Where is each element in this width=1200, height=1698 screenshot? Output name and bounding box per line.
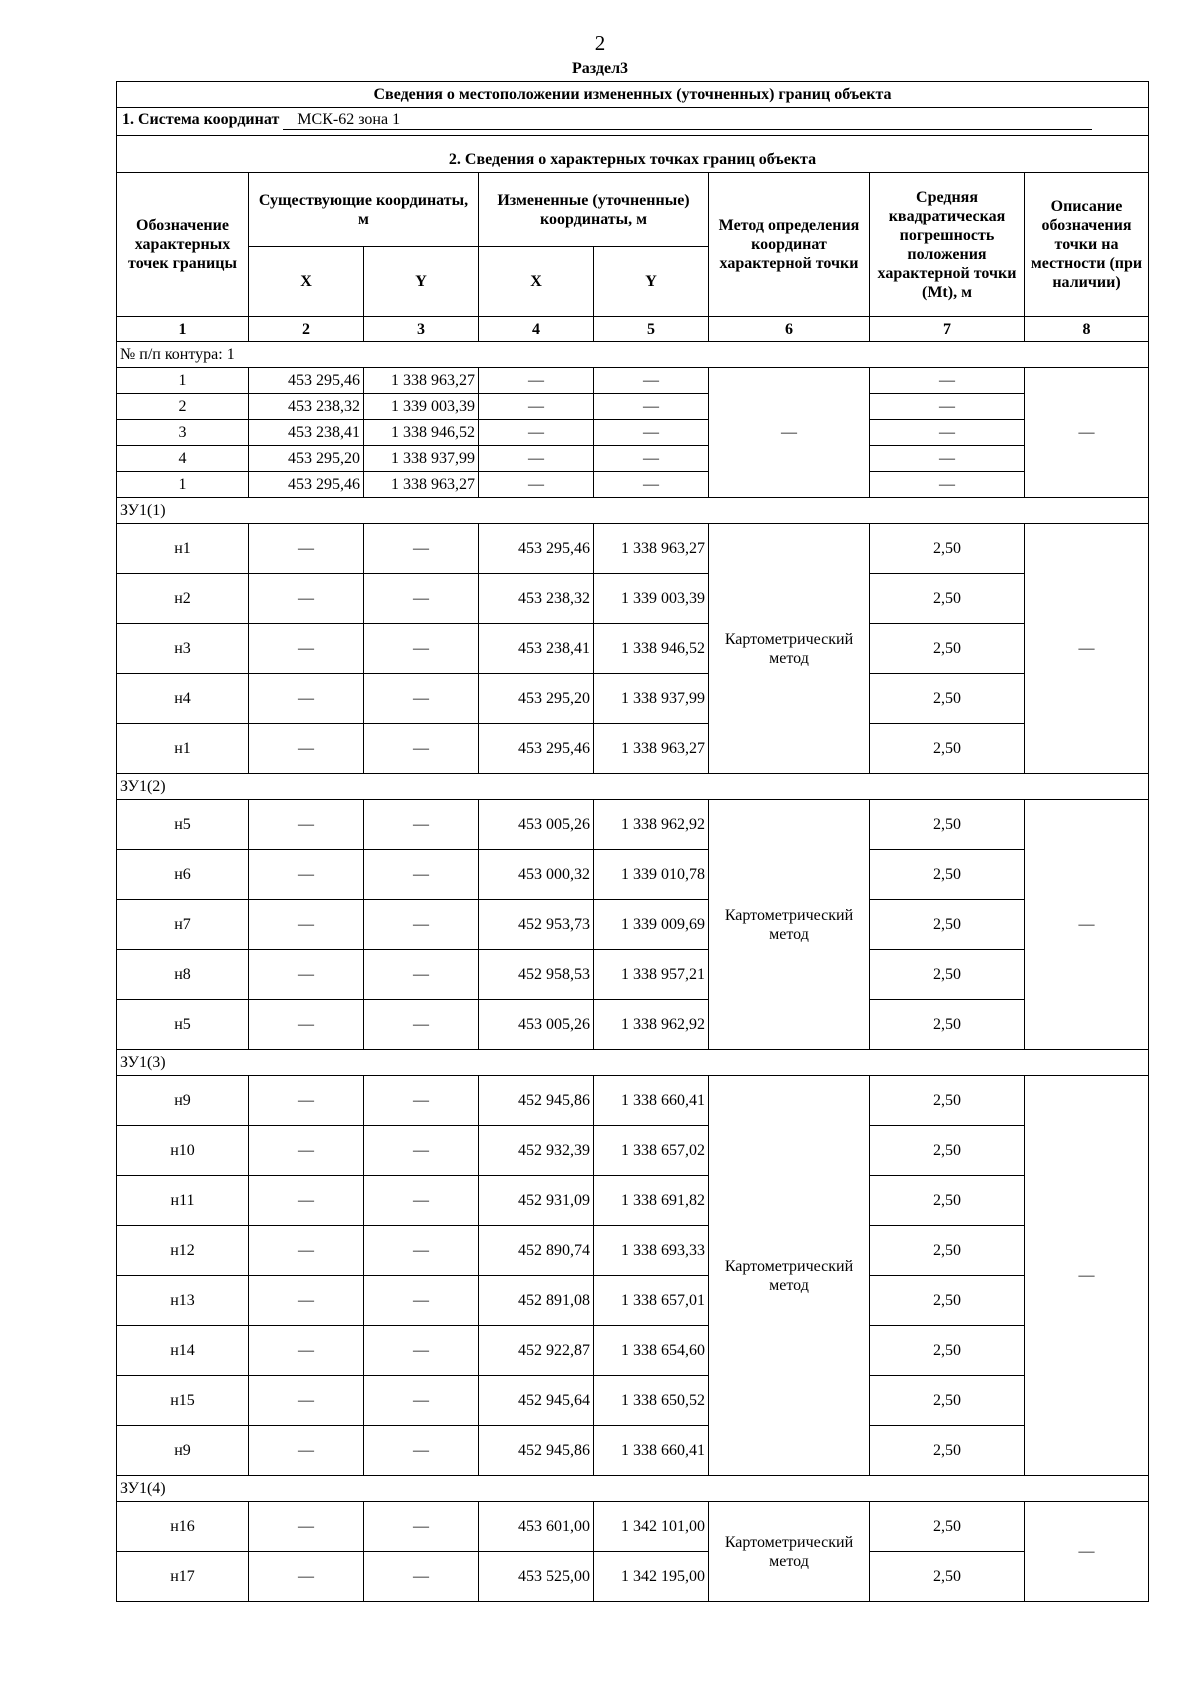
changed-y: — bbox=[594, 368, 709, 394]
existing-x: — bbox=[249, 674, 364, 724]
point-id: н5 bbox=[117, 800, 249, 850]
points-title: 2. Сведения о характерных точках границ объекта bbox=[117, 147, 1149, 173]
point-id: н2 bbox=[117, 574, 249, 624]
table-row bbox=[117, 624, 1149, 674]
table-row bbox=[117, 1076, 1149, 1126]
table-row bbox=[117, 420, 1149, 446]
method-cell: Картометрический метод bbox=[709, 1076, 870, 1476]
table-row bbox=[117, 950, 1149, 1000]
existing-x: — bbox=[249, 1502, 364, 1552]
point-id: н11 bbox=[117, 1176, 249, 1226]
existing-y: — bbox=[364, 1426, 479, 1476]
existing-y: — bbox=[364, 1552, 479, 1602]
error-cell: — bbox=[870, 394, 1025, 420]
existing-y: — bbox=[364, 624, 479, 674]
changed-x: 453 238,41 bbox=[479, 624, 594, 674]
table-row bbox=[117, 446, 1149, 472]
error-cell: 2,50 bbox=[870, 524, 1025, 574]
existing-x: 453 295,46 bbox=[249, 472, 364, 498]
group-label: ЗУ1(2) bbox=[117, 774, 1149, 800]
group-label-row bbox=[117, 774, 1149, 800]
changed-x: 452 932,39 bbox=[479, 1126, 594, 1176]
error-cell: 2,50 bbox=[870, 1126, 1025, 1176]
existing-y: — bbox=[364, 1376, 479, 1426]
changed-y: 1 338 657,02 bbox=[594, 1126, 709, 1176]
existing-x: — bbox=[249, 574, 364, 624]
error-cell: 2,50 bbox=[870, 800, 1025, 850]
changed-y: 1 338 660,41 bbox=[594, 1076, 709, 1126]
changed-y: 1 338 691,82 bbox=[594, 1176, 709, 1226]
table-row bbox=[117, 724, 1149, 774]
existing-y: 1 338 963,27 bbox=[364, 368, 479, 394]
existing-x: 453 295,20 bbox=[249, 446, 364, 472]
method-cell: Картометрический метод bbox=[709, 1502, 870, 1602]
error-cell: 2,50 bbox=[870, 574, 1025, 624]
error-cell: 2,50 bbox=[870, 850, 1025, 900]
spacer-row bbox=[117, 136, 1149, 148]
column-number: 2 bbox=[249, 317, 364, 342]
changed-x: 453 005,26 bbox=[479, 1000, 594, 1050]
existing-y: — bbox=[364, 1226, 479, 1276]
table-row bbox=[117, 368, 1149, 394]
changed-y: 1 338 650,52 bbox=[594, 1376, 709, 1426]
header-description: Описание обозначения точки на местности (при наличии) bbox=[1025, 173, 1149, 317]
existing-y: 1 338 937,99 bbox=[364, 446, 479, 472]
contour-label: № п/п контура: 1 bbox=[117, 342, 1149, 368]
table-row bbox=[117, 574, 1149, 624]
table-row bbox=[117, 1000, 1149, 1050]
table-row bbox=[117, 1376, 1149, 1426]
existing-x: — bbox=[249, 1426, 364, 1476]
point-id: н4 bbox=[117, 674, 249, 724]
boundary-points-table bbox=[116, 81, 1149, 1602]
existing-y: — bbox=[364, 1000, 479, 1050]
page-number: 2 bbox=[594, 31, 606, 55]
error-cell: — bbox=[870, 368, 1025, 394]
changed-y: 1 342 195,00 bbox=[594, 1552, 709, 1602]
error-cell: 2,50 bbox=[870, 1326, 1025, 1376]
existing-y: — bbox=[364, 524, 479, 574]
changed-x: 453 525,00 bbox=[479, 1552, 594, 1602]
changed-x: 452 891,08 bbox=[479, 1276, 594, 1326]
method-cell: Картометрический метод bbox=[709, 800, 870, 1050]
changed-x: 453 000,32 bbox=[479, 850, 594, 900]
changed-x: 452 953,73 bbox=[479, 900, 594, 950]
changed-x: — bbox=[479, 394, 594, 420]
error-cell: 2,50 bbox=[870, 1426, 1025, 1476]
error-cell: 2,50 bbox=[870, 1376, 1025, 1426]
changed-y: 1 338 963,27 bbox=[594, 724, 709, 774]
description-cell: — bbox=[1025, 1502, 1149, 1602]
changed-y: 1 338 660,41 bbox=[594, 1426, 709, 1476]
existing-y: — bbox=[364, 1126, 479, 1176]
existing-y: — bbox=[364, 1076, 479, 1126]
method-cell: — bbox=[709, 368, 870, 498]
existing-y: — bbox=[364, 950, 479, 1000]
existing-y: — bbox=[364, 674, 479, 724]
table-row bbox=[117, 1176, 1149, 1226]
existing-x: 453 238,41 bbox=[249, 420, 364, 446]
existing-x: — bbox=[249, 1552, 364, 1602]
changed-x: 452 945,86 bbox=[479, 1426, 594, 1476]
existing-x: — bbox=[249, 624, 364, 674]
existing-x: — bbox=[249, 1226, 364, 1276]
existing-x: — bbox=[249, 1276, 364, 1326]
existing-x: 453 295,46 bbox=[249, 368, 364, 394]
existing-x: 453 238,32 bbox=[249, 394, 364, 420]
existing-y: — bbox=[364, 1176, 479, 1226]
error-cell: 2,50 bbox=[870, 624, 1025, 674]
changed-x: 453 238,32 bbox=[479, 574, 594, 624]
error-cell: 2,50 bbox=[870, 1552, 1025, 1602]
existing-x: — bbox=[249, 1076, 364, 1126]
existing-y: — bbox=[364, 850, 479, 900]
existing-y: — bbox=[364, 724, 479, 774]
changed-y: 1 339 003,39 bbox=[594, 574, 709, 624]
changed-y: 1 338 963,27 bbox=[594, 524, 709, 574]
point-id: н16 bbox=[117, 1502, 249, 1552]
changed-x: 453 601,00 bbox=[479, 1502, 594, 1552]
coord-system-row bbox=[117, 108, 1149, 136]
table-row bbox=[117, 472, 1149, 498]
header-designation: Обозначение характерных точек границы bbox=[117, 173, 249, 317]
point-id: н14 bbox=[117, 1326, 249, 1376]
coord-system-label: 1. Система координат bbox=[122, 111, 280, 128]
changed-x: 453 295,46 bbox=[479, 724, 594, 774]
changed-x: 452 945,86 bbox=[479, 1076, 594, 1126]
changed-x: 453 295,20 bbox=[479, 674, 594, 724]
group-label: ЗУ1(1) bbox=[117, 498, 1149, 524]
error-cell: — bbox=[870, 472, 1025, 498]
existing-y: — bbox=[364, 1276, 479, 1326]
changed-y: 1 338 962,92 bbox=[594, 800, 709, 850]
error-cell: 2,50 bbox=[870, 674, 1025, 724]
point-id: 2 bbox=[117, 394, 249, 420]
existing-x: — bbox=[249, 900, 364, 950]
changed-x: 452 945,64 bbox=[479, 1376, 594, 1426]
point-id: н17 bbox=[117, 1552, 249, 1602]
point-id: н1 bbox=[117, 524, 249, 574]
column-number: 4 bbox=[479, 317, 594, 342]
point-id: 3 bbox=[117, 420, 249, 446]
point-id: н9 bbox=[117, 1076, 249, 1126]
existing-x: — bbox=[249, 1126, 364, 1176]
existing-x: — bbox=[249, 950, 364, 1000]
header-changed-y: Y bbox=[594, 247, 709, 317]
description-cell: — bbox=[1025, 800, 1149, 1050]
changed-y: 1 338 654,60 bbox=[594, 1326, 709, 1376]
header-existing: Существующие координаты, м bbox=[249, 173, 479, 247]
header-error: Средняя квадратическая погрешность положения характерной точки (Mt), м bbox=[870, 173, 1025, 317]
point-id: н7 bbox=[117, 900, 249, 950]
error-cell: 2,50 bbox=[870, 724, 1025, 774]
table-row bbox=[117, 800, 1149, 850]
error-cell: 2,50 bbox=[870, 1502, 1025, 1552]
table-row bbox=[117, 394, 1149, 420]
point-id: н13 bbox=[117, 1276, 249, 1326]
existing-x: — bbox=[249, 724, 364, 774]
existing-x: — bbox=[249, 850, 364, 900]
coord-system-value: МСК-62 зона 1 bbox=[283, 111, 1092, 130]
point-id: н9 bbox=[117, 1426, 249, 1476]
header-changed: Измененные (уточненные) координаты, м bbox=[479, 173, 709, 247]
header-existing-y: Y bbox=[364, 247, 479, 317]
changed-y: — bbox=[594, 420, 709, 446]
table-row bbox=[117, 900, 1149, 950]
table-row bbox=[117, 524, 1149, 574]
group-label-row bbox=[117, 1050, 1149, 1076]
point-id: н12 bbox=[117, 1226, 249, 1276]
table-row bbox=[117, 1276, 1149, 1326]
existing-y: — bbox=[364, 1502, 479, 1552]
point-id: н8 bbox=[117, 950, 249, 1000]
point-id: н3 bbox=[117, 624, 249, 674]
point-id: 1 bbox=[117, 472, 249, 498]
table-row bbox=[117, 1126, 1149, 1176]
header-method: Метод определения координат характерной точки bbox=[709, 173, 870, 317]
existing-x: — bbox=[249, 1176, 364, 1226]
table-row bbox=[117, 674, 1149, 724]
point-id: 1 bbox=[117, 368, 249, 394]
column-numbers-row bbox=[117, 317, 1149, 342]
table-row bbox=[117, 1426, 1149, 1476]
point-id: н5 bbox=[117, 1000, 249, 1050]
changed-x: 452 958,53 bbox=[479, 950, 594, 1000]
changed-y: 1 338 957,21 bbox=[594, 950, 709, 1000]
point-id: н15 bbox=[117, 1376, 249, 1426]
changed-x: — bbox=[479, 368, 594, 394]
existing-y: 1 339 003,39 bbox=[364, 394, 479, 420]
description-cell: — bbox=[1025, 524, 1149, 774]
description-cell: — bbox=[1025, 368, 1149, 498]
changed-y: — bbox=[594, 446, 709, 472]
changed-y: 1 338 962,92 bbox=[594, 1000, 709, 1050]
table-row bbox=[117, 1326, 1149, 1376]
changed-x: — bbox=[479, 472, 594, 498]
existing-x: — bbox=[249, 524, 364, 574]
changed-y: 1 338 946,52 bbox=[594, 624, 709, 674]
error-cell: 2,50 bbox=[870, 1076, 1025, 1126]
error-cell: — bbox=[870, 420, 1025, 446]
changed-x: — bbox=[479, 420, 594, 446]
error-cell: 2,50 bbox=[870, 1226, 1025, 1276]
table-title: Сведения о местоположении измененных (уточненных) границ объекта bbox=[117, 82, 1149, 108]
column-number: 1 bbox=[117, 317, 249, 342]
table-row bbox=[117, 1226, 1149, 1276]
section-title: Раздел3 bbox=[571, 60, 629, 77]
error-cell: 2,50 bbox=[870, 950, 1025, 1000]
group-label-row bbox=[117, 1476, 1149, 1502]
existing-y: — bbox=[364, 1326, 479, 1376]
changed-y: — bbox=[594, 394, 709, 420]
column-number: 7 bbox=[870, 317, 1025, 342]
column-number: 8 bbox=[1025, 317, 1149, 342]
table-row bbox=[117, 1552, 1149, 1602]
point-id: н6 bbox=[117, 850, 249, 900]
existing-y: 1 338 963,27 bbox=[364, 472, 479, 498]
changed-y: — bbox=[594, 472, 709, 498]
group-label: ЗУ1(4) bbox=[117, 1476, 1149, 1502]
existing-y: — bbox=[364, 800, 479, 850]
existing-x: — bbox=[249, 1326, 364, 1376]
existing-y: — bbox=[364, 574, 479, 624]
existing-y: — bbox=[364, 900, 479, 950]
changed-x: — bbox=[479, 446, 594, 472]
error-cell: 2,50 bbox=[870, 1176, 1025, 1226]
changed-x: 452 890,74 bbox=[479, 1226, 594, 1276]
table-row bbox=[117, 850, 1149, 900]
existing-x: — bbox=[249, 1376, 364, 1426]
changed-x: 452 931,09 bbox=[479, 1176, 594, 1226]
method-cell: Картометрический метод bbox=[709, 524, 870, 774]
existing-x: — bbox=[249, 1000, 364, 1050]
contour-label-row bbox=[117, 342, 1149, 368]
existing-x: — bbox=[249, 800, 364, 850]
changed-y: 1 339 009,69 bbox=[594, 900, 709, 950]
changed-x: 453 005,26 bbox=[479, 800, 594, 850]
changed-x: 453 295,46 bbox=[479, 524, 594, 574]
header-changed-x: X bbox=[479, 247, 594, 317]
description-cell: — bbox=[1025, 1076, 1149, 1476]
point-id: н10 bbox=[117, 1126, 249, 1176]
column-number: 5 bbox=[594, 317, 709, 342]
changed-y: 1 339 010,78 bbox=[594, 850, 709, 900]
existing-y: 1 338 946,52 bbox=[364, 420, 479, 446]
point-id: 4 bbox=[117, 446, 249, 472]
group-label-row bbox=[117, 498, 1149, 524]
changed-y: 1 338 693,33 bbox=[594, 1226, 709, 1276]
column-number: 3 bbox=[364, 317, 479, 342]
changed-y: 1 338 937,99 bbox=[594, 674, 709, 724]
column-number: 6 bbox=[709, 317, 870, 342]
changed-y: 1 342 101,00 bbox=[594, 1502, 709, 1552]
error-cell: — bbox=[870, 446, 1025, 472]
table-row bbox=[117, 1502, 1149, 1552]
point-id: н1 bbox=[117, 724, 249, 774]
error-cell: 2,50 bbox=[870, 1276, 1025, 1326]
changed-y: 1 338 657,01 bbox=[594, 1276, 709, 1326]
changed-x: 452 922,87 bbox=[479, 1326, 594, 1376]
error-cell: 2,50 bbox=[870, 900, 1025, 950]
header-existing-x: X bbox=[249, 247, 364, 317]
error-cell: 2,50 bbox=[870, 1000, 1025, 1050]
group-label: ЗУ1(3) bbox=[117, 1050, 1149, 1076]
